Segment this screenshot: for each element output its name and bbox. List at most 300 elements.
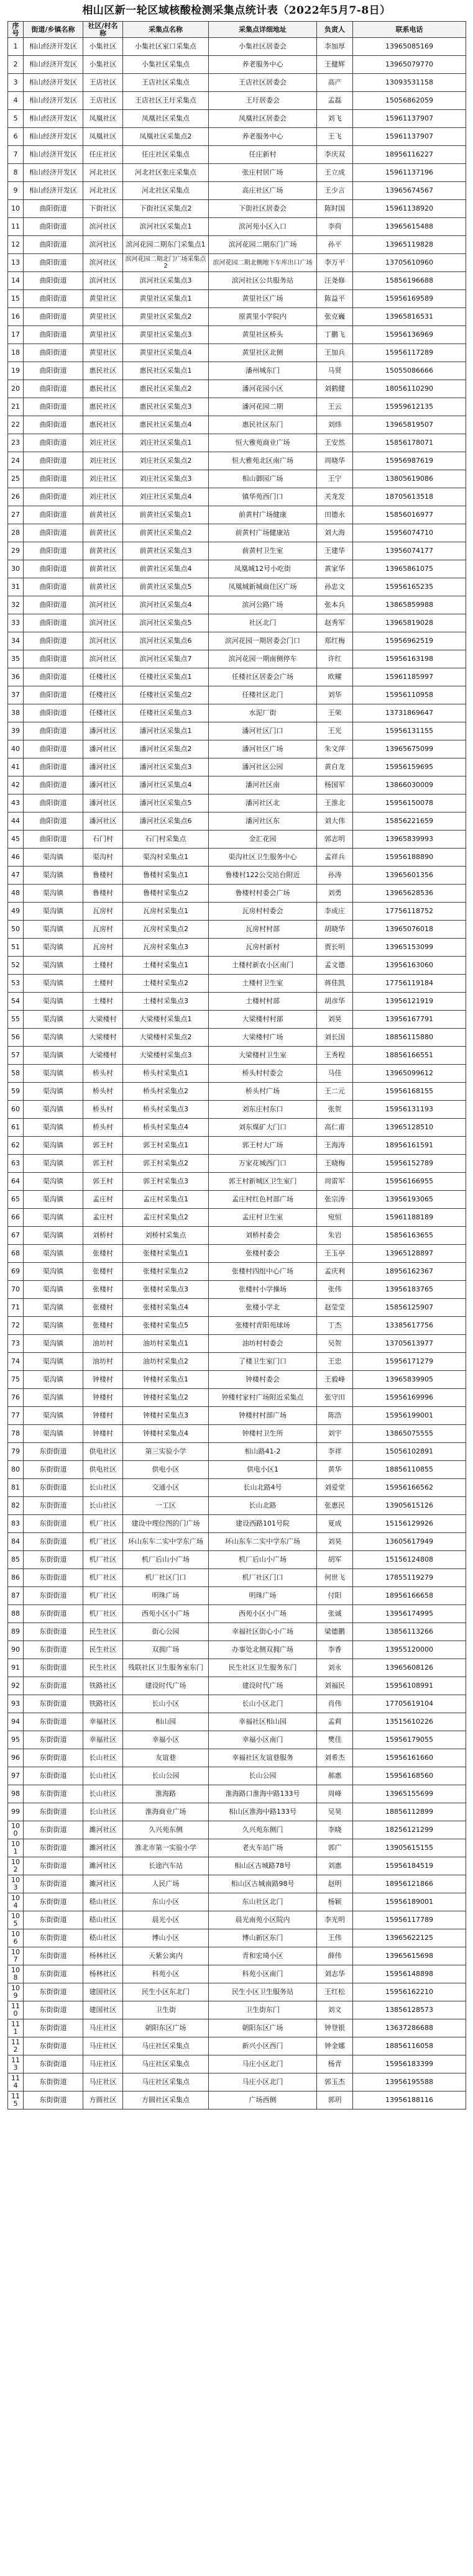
cell-person: 张伟 <box>317 1281 353 1299</box>
cell-person: 张惠民 <box>317 1497 353 1515</box>
cell-point-name: 马庄社区采集点 <box>123 2055 209 2073</box>
cell-index: 55 <box>8 1011 24 1029</box>
cell-community: 机厂社区 <box>83 1587 123 1605</box>
cell-street: 东街街道 <box>24 1785 83 1803</box>
table-row <box>8 74 466 92</box>
cell-street: 东街街道 <box>24 1641 83 1659</box>
cell-phone: 18856116058 <box>353 2037 466 2055</box>
cell-point-name: 滨河花园二期北门广场采集点2 <box>123 254 209 272</box>
cell-street: 东街街道 <box>24 1767 83 1785</box>
cell-address: 滨河社区公共服务站 <box>209 272 317 290</box>
cell-address: 土楼村卫生室 <box>209 975 317 993</box>
cell-index: 70 <box>8 1281 24 1299</box>
cell-phone: 13731869647 <box>353 704 466 722</box>
cell-phone: 15956074710 <box>353 524 466 542</box>
cell-address: 晨光南苑小区院内 <box>209 1911 317 1929</box>
cell-phone: 15956108991 <box>353 1677 466 1695</box>
cell-community: 刘庄社区 <box>83 452 123 470</box>
cell-community: 刘桥村 <box>83 1227 123 1245</box>
cell-point-name: 郭王村采集点2 <box>123 1155 209 1173</box>
cell-person: 王玉亭 <box>317 1245 353 1263</box>
cell-address: 刘东煤矿大门口 <box>209 1119 317 1137</box>
cell-point-name: 滨河社区采集点7 <box>123 650 209 668</box>
cell-point-name: 凤凰社区采集点2 <box>123 128 209 146</box>
cell-person: 李光明 <box>317 1911 353 1929</box>
cell-phone: 15961138920 <box>353 200 466 218</box>
cell-point-name: 钟楼村采集点2 <box>123 1389 209 1407</box>
cell-phone: 15961185997 <box>353 668 466 686</box>
cell-phone: 15056102891 <box>353 1443 466 1461</box>
cell-index: 97 <box>8 1767 24 1785</box>
cell-index: 85 <box>8 1551 24 1569</box>
cell-person: 孙涛 <box>317 867 353 885</box>
cell-point-name: 潘河社区采集点5 <box>123 794 209 812</box>
cell-phone: 18956121866 <box>353 1875 466 1893</box>
col-header-person: 负责人 <box>317 22 353 38</box>
cell-point-name: 淮北市第一实验小学 <box>123 1839 209 1857</box>
cell-point-name: 刘庄社区采集点2 <box>123 452 209 470</box>
cell-community: 郭王村 <box>83 1155 123 1173</box>
cell-address: 凤凰城新城商住区广场 <box>209 578 317 596</box>
cell-address: 淮海路口淮海中路133号 <box>209 1785 317 1803</box>
cell-community: 渠沟村 <box>83 849 123 867</box>
cell-street: 东街街道 <box>24 1875 83 1893</box>
cell-person: 孟祥兵 <box>317 849 353 867</box>
cell-street: 曲阳街道 <box>24 831 83 849</box>
table-row <box>8 758 466 776</box>
cell-point-name: 民生小区东北门 <box>123 1983 209 2001</box>
cell-community: 王店社区 <box>83 92 123 110</box>
cell-phone: 15956148898 <box>353 1965 466 1983</box>
cell-person: 刘昊 <box>317 1533 353 1551</box>
cell-person: 刘华 <box>317 686 353 704</box>
cell-street: 东街街道 <box>24 1479 83 1497</box>
cell-person: 李加厚 <box>317 38 353 56</box>
cell-phone: 18856115880 <box>353 1029 466 1047</box>
cell-point-name: 方圆社区采集点 <box>123 2091 209 2109</box>
table-row <box>8 1911 466 1929</box>
table-row <box>8 2073 466 2091</box>
cell-phone: 13965615488 <box>353 218 466 236</box>
cell-community: 马庄社区 <box>83 2037 123 2055</box>
cell-community: 黄里社区 <box>83 290 123 308</box>
cell-address: 恒大雅苑北区南广场 <box>209 452 317 470</box>
cell-index: 40 <box>8 740 24 758</box>
table-row <box>8 506 466 524</box>
cell-index: 28 <box>8 524 24 542</box>
table-row <box>8 1677 466 1695</box>
cell-point-name: 河北社区采集点 <box>123 182 209 200</box>
table-row <box>8 1047 466 1065</box>
table-row <box>8 1965 466 1983</box>
cell-person: 郭玉杰 <box>317 2073 353 2091</box>
cell-index: 51 <box>8 939 24 957</box>
cell-person: 王少言 <box>317 182 353 200</box>
table-row <box>8 110 466 128</box>
cell-address: 张楼小学北 <box>209 1299 317 1317</box>
table-row <box>8 668 466 686</box>
cell-community: 刘庄社区 <box>83 488 123 506</box>
cell-point-name: 滨河社区采集点5 <box>123 614 209 632</box>
table-row <box>8 524 466 542</box>
cell-index: 84 <box>8 1533 24 1551</box>
cell-person: 李成庄 <box>317 903 353 921</box>
cell-phone: 18056110290 <box>353 380 466 398</box>
cell-community: 张楼村 <box>83 1299 123 1317</box>
cell-phone: 18956166658 <box>353 1587 466 1605</box>
table-row <box>8 2091 466 2109</box>
table-row <box>8 1785 466 1803</box>
cell-phone: 18856166551 <box>353 1047 466 1065</box>
cell-address: 渠沟社区卫生服务中心 <box>209 849 317 867</box>
cell-index: 1 <box>8 38 24 56</box>
cell-community: 民生社区 <box>83 1659 123 1677</box>
cell-point-name: 久兴苑东侧 <box>123 1821 209 1839</box>
cell-address: 卫生街东门 <box>209 2001 317 2019</box>
cell-point-name: 小集社区室口采集点 <box>123 38 209 56</box>
cell-community: 前黄社区 <box>83 542 123 560</box>
cell-street: 曲阳街道 <box>24 650 83 668</box>
cell-point-name: 供电小区 <box>123 1461 209 1479</box>
cell-index: 78 <box>8 1425 24 1443</box>
table-row <box>8 1515 466 1533</box>
cell-person: 刘希杰 <box>317 1749 353 1767</box>
cell-street: 曲阳街道 <box>24 452 83 470</box>
cell-community: 油坊村 <box>83 1335 123 1353</box>
cell-street: 渠沟镇 <box>24 849 83 867</box>
cell-index: 79 <box>8 1443 24 1461</box>
table-row <box>8 164 466 182</box>
cell-street: 曲阳街道 <box>24 542 83 560</box>
cell-community: 嵇山社区 <box>83 1911 123 1929</box>
cell-phone: 15156129926 <box>353 1515 466 1533</box>
cell-point-name: 张楼村采集点1 <box>123 1245 209 1263</box>
cell-person: 刘勇 <box>317 885 353 903</box>
cell-person: 孟庆利 <box>317 1263 353 1281</box>
cell-street: 渠沟镇 <box>24 1137 83 1155</box>
table-row <box>8 416 466 434</box>
cell-person: 刘宇 <box>317 1425 353 1443</box>
cell-community: 小集社区 <box>83 38 123 56</box>
cell-community: 小集社区 <box>83 56 123 74</box>
table-row <box>8 38 466 56</box>
cell-street: 东街街道 <box>24 1443 83 1461</box>
cell-index: 11 <box>8 218 24 236</box>
cell-index: 74 <box>8 1353 24 1371</box>
cell-index: 86 <box>8 1569 24 1587</box>
cell-phone: 15956987619 <box>353 452 466 470</box>
cell-address: 凤凰城12号小吃街 <box>209 560 317 578</box>
cell-point-name: 惠民社区采集点3 <box>123 398 209 416</box>
cell-person: 李晓 <box>317 1821 353 1839</box>
cell-index: 69 <box>8 1263 24 1281</box>
table-row <box>8 488 466 506</box>
cell-community: 滨河社区 <box>83 650 123 668</box>
cell-street: 东街街道 <box>24 1677 83 1695</box>
cell-address: 潘河社区公园 <box>209 758 317 776</box>
cell-community: 惠民社区 <box>83 398 123 416</box>
cell-street: 渠沟镇 <box>24 921 83 939</box>
cell-street: 曲阳街道 <box>24 200 83 218</box>
cell-point-name: 大梁楼村采集点3 <box>123 1047 209 1065</box>
cell-community: 桥头村 <box>83 1083 123 1101</box>
cell-phone: 18856112899 <box>353 1803 466 1821</box>
cell-person: 孟文德 <box>317 957 353 975</box>
cell-phone: 13965674567 <box>353 182 466 200</box>
cell-person: 刘炜 <box>317 416 353 434</box>
cell-street: 渠沟镇 <box>24 1389 83 1407</box>
cell-person: 刘惠 <box>317 1857 353 1875</box>
cell-street: 渠沟镇 <box>24 1101 83 1119</box>
table-row <box>8 722 466 740</box>
table-row <box>8 254 466 272</box>
cell-phone: 15956199001 <box>353 1407 466 1425</box>
cell-point-name: 凤凰社区采集点 <box>123 110 209 128</box>
cell-address: 大梁楼村卫生室 <box>209 1047 317 1065</box>
cell-index: 115 <box>8 2091 24 2109</box>
table-row <box>8 1335 466 1353</box>
cell-person: 黄华 <box>317 1461 353 1479</box>
cell-person: 王荣 <box>317 704 353 722</box>
cell-address: 民生小区卫生服务站 <box>209 1983 317 2001</box>
cell-person: 刘长国 <box>317 1029 353 1047</box>
cell-phone: 13956188116 <box>353 2091 466 2109</box>
cell-community: 钟楼村 <box>83 1371 123 1389</box>
cell-address: 张楼村小学操场 <box>209 1281 317 1299</box>
cell-person: 刘爱堂 <box>317 1479 353 1497</box>
cell-phone: 13956183765 <box>353 1281 466 1299</box>
cell-address: 长山北路 <box>209 1497 317 1515</box>
table-row <box>8 1749 466 1767</box>
cell-phone: 13965819507 <box>353 416 466 434</box>
cell-person: 王立成 <box>317 164 353 182</box>
cell-community: 铁路社区 <box>83 1695 123 1713</box>
cell-phone: 13965085169 <box>353 38 466 56</box>
cell-index: 24 <box>8 452 24 470</box>
cell-phone: 18256121299 <box>353 1821 466 1839</box>
cell-community: 幸福社区 <box>83 1731 123 1749</box>
cell-index: 94 <box>8 1713 24 1731</box>
cell-street: 东街街道 <box>24 1857 83 1875</box>
cell-person: 吴昊 <box>317 1803 353 1821</box>
cell-person: 王淮北 <box>317 794 353 812</box>
table-row <box>8 776 466 794</box>
cell-index: 45 <box>8 831 24 849</box>
cell-person: 张克巍 <box>317 308 353 326</box>
cell-index: 110 <box>8 2001 24 2019</box>
cell-address: 幸福小区南门 <box>209 1731 317 1749</box>
cell-address: 镇华苑西门口 <box>209 488 317 506</box>
cell-address: 滨河花园一期居委会门口 <box>209 632 317 650</box>
cell-phone: 15956110958 <box>353 686 466 704</box>
table-row <box>8 1389 466 1407</box>
cell-community: 机厂社区 <box>83 1551 123 1569</box>
cell-street: 相山经济开发区 <box>24 146 83 164</box>
cell-index: 105 <box>8 1911 24 1929</box>
cell-address: 恒大雅苑商业广场 <box>209 434 317 452</box>
table-row <box>8 1479 466 1497</box>
cell-phone: 13965622125 <box>353 1929 466 1947</box>
cell-point-name: 街心公园 <box>123 1623 209 1641</box>
cell-street: 渠沟镇 <box>24 1281 83 1299</box>
table-row <box>8 1695 466 1713</box>
cell-index: 16 <box>8 308 24 326</box>
cell-phone: 15856125907 <box>353 1299 466 1317</box>
cell-community: 土楼村 <box>83 975 123 993</box>
cell-person: 孟莉 <box>317 1713 353 1731</box>
cell-point-name: 石门村采集点 <box>123 831 209 849</box>
cell-address: 东山社区北门 <box>209 1893 317 1911</box>
cell-address: 机厂社区门口 <box>209 1569 317 1587</box>
cell-address: 土楼村村部 <box>209 993 317 1011</box>
cell-address: 环山东车二实中学东广场 <box>209 1533 317 1551</box>
cell-point-name: 一工区 <box>123 1497 209 1515</box>
cell-street: 渠沟镇 <box>24 1353 83 1371</box>
cell-person: 郑红梅 <box>317 632 353 650</box>
cell-index: 4 <box>8 92 24 110</box>
cell-person: 郝惠 <box>317 1767 353 1785</box>
cell-address: 滨河花园二期北侧地下车库出口广场 <box>209 254 317 272</box>
table-row <box>8 1245 466 1263</box>
cell-address: 滨河花园二期东门广场 <box>209 236 317 254</box>
cell-address: 鲁楼村村委会广场 <box>209 885 317 903</box>
cell-person: 刘福民 <box>317 1677 353 1695</box>
table-row <box>8 1587 466 1605</box>
cell-street: 曲阳街道 <box>24 596 83 614</box>
col-header-street: 街道/乡镇名称 <box>24 22 83 38</box>
table-row <box>8 1605 466 1623</box>
cell-person: 薛伟 <box>317 1947 353 1965</box>
cell-community: 马庄社区 <box>83 2019 123 2037</box>
cell-point-name: 环山东车二实中学东广场 <box>123 1533 209 1551</box>
cell-address: 孟庄村红色村部广场 <box>209 1191 317 1209</box>
cell-point-name: 刘桥村采集点 <box>123 1227 209 1245</box>
cell-community: 潘河社区 <box>83 776 123 794</box>
cell-point-name: 王店社区采集点 <box>123 74 209 92</box>
cell-street: 渠沟镇 <box>24 1011 83 1029</box>
cell-community: 长山社区 <box>83 1479 123 1497</box>
cell-community: 方圆社区 <box>83 2091 123 2109</box>
cell-street: 渠沟镇 <box>24 1407 83 1425</box>
cell-street: 东街街道 <box>24 1695 83 1713</box>
cell-point-name: 油坊村采集点2 <box>123 1353 209 1371</box>
cell-phone: 15956171279 <box>353 1353 466 1371</box>
cell-index: 111 <box>8 2019 24 2037</box>
cell-address: 建设时代广场 <box>209 1677 317 1695</box>
cell-address: 黄里社区北侧 <box>209 344 317 362</box>
cell-person: 王海涛 <box>317 1137 353 1155</box>
cell-point-name: 鲁楼村采集点2 <box>123 885 209 903</box>
cell-person: 王安然 <box>317 434 353 452</box>
cell-index: 31 <box>8 578 24 596</box>
cell-person: 许红 <box>317 650 353 668</box>
cell-point-name: 刘庄社区采集点3 <box>123 470 209 488</box>
cell-community: 刘庄社区 <box>83 470 123 488</box>
cell-point-name: 前黄社区采集点1 <box>123 506 209 524</box>
cell-street: 曲阳街道 <box>24 308 83 326</box>
cell-community: 下街社区 <box>83 200 123 218</box>
cell-index: 20 <box>8 380 24 398</box>
cell-street: 东街街道 <box>24 1605 83 1623</box>
table-row <box>8 578 466 596</box>
cell-point-name: 大梁楼村采集点1 <box>123 1011 209 1029</box>
cell-person: 胡彦华 <box>317 993 353 1011</box>
cell-index: 52 <box>8 957 24 975</box>
table-row <box>8 849 466 867</box>
cell-community: 潘河社区 <box>83 740 123 758</box>
cell-address: 惠民社区东门 <box>209 416 317 434</box>
cell-phone: 13605617949 <box>353 1533 466 1551</box>
cell-phone: 18956116227 <box>353 146 466 164</box>
cell-person: 黄自龙 <box>317 758 353 776</box>
cell-phone: 13956195588 <box>353 2073 466 2091</box>
cell-point-name: 小集社区采集点 <box>123 56 209 74</box>
table-row <box>8 1443 466 1461</box>
cell-street: 东街街道 <box>24 1839 83 1857</box>
table-row <box>8 1767 466 1785</box>
cell-address: 前黄村卫生室 <box>209 542 317 560</box>
table-row <box>8 434 466 452</box>
cell-point-name: 惠民社区采集点2 <box>123 380 209 398</box>
cell-community: 长山社区 <box>83 1767 123 1785</box>
cell-index: 42 <box>8 776 24 794</box>
cell-person: 吴贺 <box>317 1335 353 1353</box>
cell-point-name: 幸福小区 <box>123 1731 209 1749</box>
cell-phone: 15956188890 <box>353 849 466 867</box>
cell-phone: 15055086666 <box>353 362 466 380</box>
cell-index: 112 <box>8 2037 24 2055</box>
table-row <box>8 704 466 722</box>
cell-community: 长山社区 <box>83 1749 123 1767</box>
cell-address: 任楼社区居委会广场 <box>209 668 317 686</box>
cell-index: 113 <box>8 2055 24 2073</box>
table-row <box>8 1407 466 1425</box>
cell-address: 办事处北侧双拥广场 <box>209 1641 317 1659</box>
cell-street: 东街街道 <box>24 2073 83 2091</box>
table-row <box>8 1875 466 1893</box>
cell-street: 东街街道 <box>24 2001 83 2019</box>
cell-street: 东街街道 <box>24 1821 83 1839</box>
cell-point-name: 滨河社区采集点6 <box>123 632 209 650</box>
cell-point-name: 河北社区张庄采集点 <box>123 164 209 182</box>
cell-index: 104 <box>8 1893 24 1911</box>
cell-index: 57 <box>8 1047 24 1065</box>
cell-street: 相山经济开发区 <box>24 38 83 56</box>
cell-phone: 13965839905 <box>353 1371 466 1389</box>
cell-point-name: 建设时代广场 <box>123 1677 209 1695</box>
col-header-index: 序号 <box>8 22 24 38</box>
cell-community: 马庄社区 <box>83 2073 123 2091</box>
cell-address: 幸福社区相山园 <box>209 1713 317 1731</box>
cell-street: 曲阳街道 <box>24 740 83 758</box>
cell-point-name: 孟庄村采集点1 <box>123 1191 209 1209</box>
cell-community: 钟楼村 <box>83 1407 123 1425</box>
cell-index: 60 <box>8 1101 24 1119</box>
cell-community: 滨河社区 <box>83 218 123 236</box>
cell-index: 23 <box>8 434 24 452</box>
cell-community: 土楼村 <box>83 957 123 975</box>
cell-person: 张守田 <box>317 1389 353 1407</box>
cell-point-name: 任楼社区采集点1 <box>123 668 209 686</box>
cell-point-name: 前黄社区采集点4 <box>123 560 209 578</box>
cell-phone: 15956117289 <box>353 344 466 362</box>
cell-phone: 15956169996 <box>353 1389 466 1407</box>
cell-community: 桥头村 <box>83 1119 123 1137</box>
cell-person: 朱文萍 <box>317 740 353 758</box>
cell-point-name: 交通小区 <box>123 1479 209 1497</box>
cell-address: 滨河苑小区入口 <box>209 218 317 236</box>
cell-address: 相山区淮海中路133号 <box>209 1803 317 1821</box>
